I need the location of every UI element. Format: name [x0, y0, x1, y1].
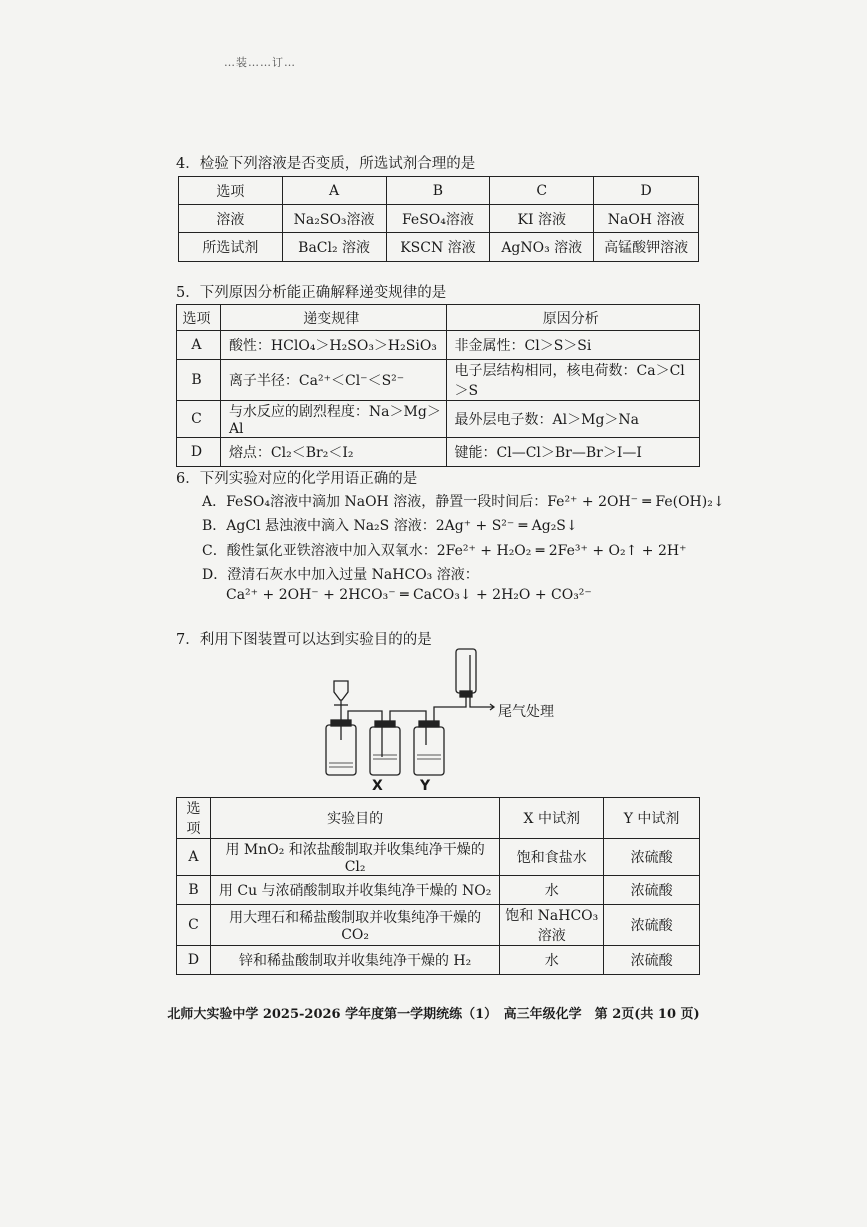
table-cell: 递变规律 — [220, 305, 446, 331]
table-row — [177, 360, 700, 401]
table-row — [179, 233, 699, 262]
q4-table — [178, 176, 699, 262]
table-row — [177, 401, 700, 438]
table-row — [179, 205, 699, 233]
table-cell: 溶液 — [179, 205, 283, 233]
tail-gas-label: 尾气处理 — [498, 704, 554, 720]
table-cell: Na₂SO₃溶液 — [282, 205, 386, 233]
table-row — [177, 905, 700, 946]
q7-table — [176, 797, 700, 975]
table-cell: 所选试剂 — [179, 233, 283, 262]
q6-option-c: C．酸性氯化亚铁溶液中加入双氧水：2Fe²⁺ + H₂O₂ ═ 2Fe³⁺ + O₂↑ + 2H⁺ — [202, 543, 687, 559]
table-cell: 熔点：Cl₂＜Br₂＜I₂ — [220, 438, 446, 467]
table-cell: 最外层电子数：Al＞Mg＞Na — [446, 401, 699, 438]
table-cell: 浓硫酸 — [604, 905, 700, 946]
q7-stem: 7．利用下图装置可以达到实验目的的是 — [176, 632, 432, 648]
table-cell: 选项 — [179, 177, 283, 205]
table-cell: 高锰酸钾溶液 — [594, 233, 699, 262]
table-cell: 浓硫酸 — [604, 946, 700, 975]
table-row — [177, 305, 700, 331]
table-cell: 非金属性：Cl＞S＞Si — [446, 331, 699, 360]
table-cell: D — [177, 438, 221, 467]
q5-table — [176, 304, 700, 467]
table-cell: D — [177, 946, 211, 975]
table-row — [177, 839, 700, 876]
table-cell: BaCl₂ 溶液 — [282, 233, 386, 262]
table-cell: 选项 — [177, 305, 221, 331]
table-cell: D — [594, 177, 699, 205]
table-row — [177, 331, 700, 360]
table-row — [177, 946, 700, 975]
table-cell: 离子半径：Ca²⁺＜Cl⁻＜S²⁻ — [220, 360, 446, 401]
q5-stem: 5．下列原因分析能正确解释递变规律的是 — [176, 285, 447, 301]
table-cell: KSCN 溶液 — [386, 233, 490, 262]
table-cell: 电子层结构相同，核电荷数：Ca＞Cl＞S — [446, 360, 699, 401]
table-cell: FeSO₄溶液 — [386, 205, 490, 233]
table-cell: Y 中试剂 — [604, 798, 700, 839]
table-cell: 用大理石和稀盐酸制取并收集纯净干燥的 CO₂ — [210, 905, 499, 946]
table-cell: 锌和稀盐酸制取并收集纯净干燥的 H₂ — [210, 946, 499, 975]
q6-option-a: A．FeSO₄溶液中滴加 NaOH 溶液，静置一段时间后：Fe²⁺ + 2OH⁻ ═ Fe(OH)₂↓ — [202, 494, 725, 510]
table-cell: A — [282, 177, 386, 205]
bottle-x — [370, 727, 400, 775]
table-cell: A — [177, 839, 211, 876]
q6-option-b: B．AgCl 悬浊液中滴入 Na₂S 溶液：2Ag⁺ + S²⁻ ═ Ag₂S↓ — [202, 518, 578, 534]
q4-stem: 4．检验下列溶液是否变质，所选试剂合理的是 — [176, 156, 476, 172]
table-cell: 饱和 NaHCO₃ 溶液 — [500, 905, 604, 946]
table-cell: AgNO₃ 溶液 — [490, 233, 594, 262]
table-cell: 与水反应的剧烈程度：Na＞Mg＞Al — [220, 401, 446, 438]
funnel — [334, 681, 348, 700]
q6-option-d-equation: Ca²⁺ + 2OH⁻ + 2HCO₃⁻ ═ CaCO₃↓ + 2H₂O + CO₃²⁻ — [226, 587, 592, 603]
table-row — [177, 876, 700, 905]
table-cell: B — [177, 360, 221, 401]
table-cell: 键能：Cl—Cl＞Br—Br＞I—I — [446, 438, 699, 467]
table-cell: X 中试剂 — [500, 798, 604, 839]
q6-stem: 6．下列实验对应的化学用语正确的是 — [176, 471, 418, 487]
table-cell: B — [177, 876, 211, 905]
page-footer: 北师大实验中学 2025-2026 学年度第一学期统练（1） 高三年级化学 第 2页(共 10 页) — [167, 1007, 700, 1022]
table-cell: 原因分析 — [446, 305, 699, 331]
table-cell: 饱和食盐水 — [500, 839, 604, 876]
table-cell: 选项 — [177, 798, 211, 839]
table-row — [177, 438, 700, 467]
table-cell: 酸性：HClO₄＞H₂SO₃＞H₂SiO₃ — [220, 331, 446, 360]
table-row — [179, 177, 699, 205]
table-cell: C — [490, 177, 594, 205]
table-cell: 用 Cu 与浓硝酸制取并收集纯净干燥的 NO₂ — [210, 876, 499, 905]
table-cell: NaOH 溶液 — [594, 205, 699, 233]
table-cell: KI 溶液 — [490, 205, 594, 233]
header-fragment: …装……订… — [224, 56, 296, 69]
table-cell: C — [177, 401, 221, 438]
bottle-y — [414, 727, 444, 775]
label-y: Y — [420, 778, 431, 794]
table-cell: 浓硫酸 — [604, 839, 700, 876]
table-cell: A — [177, 331, 221, 360]
table-cell: 水 — [500, 876, 604, 905]
table-cell: 实验目的 — [210, 798, 499, 839]
q6-option-d: D．澄清石灰水中加入过量 NaHCO₃ 溶液： — [202, 567, 479, 583]
table-row — [177, 798, 700, 839]
table-cell: C — [177, 905, 211, 946]
table-cell: 浓硫酸 — [604, 876, 700, 905]
table-cell: 用 MnO₂ 和浓盐酸制取并收集纯净干燥的 Cl₂ — [210, 839, 499, 876]
table-cell: B — [386, 177, 490, 205]
label-x: X — [372, 778, 383, 794]
collection-bottle — [456, 649, 476, 693]
table-cell: 水 — [500, 946, 604, 975]
